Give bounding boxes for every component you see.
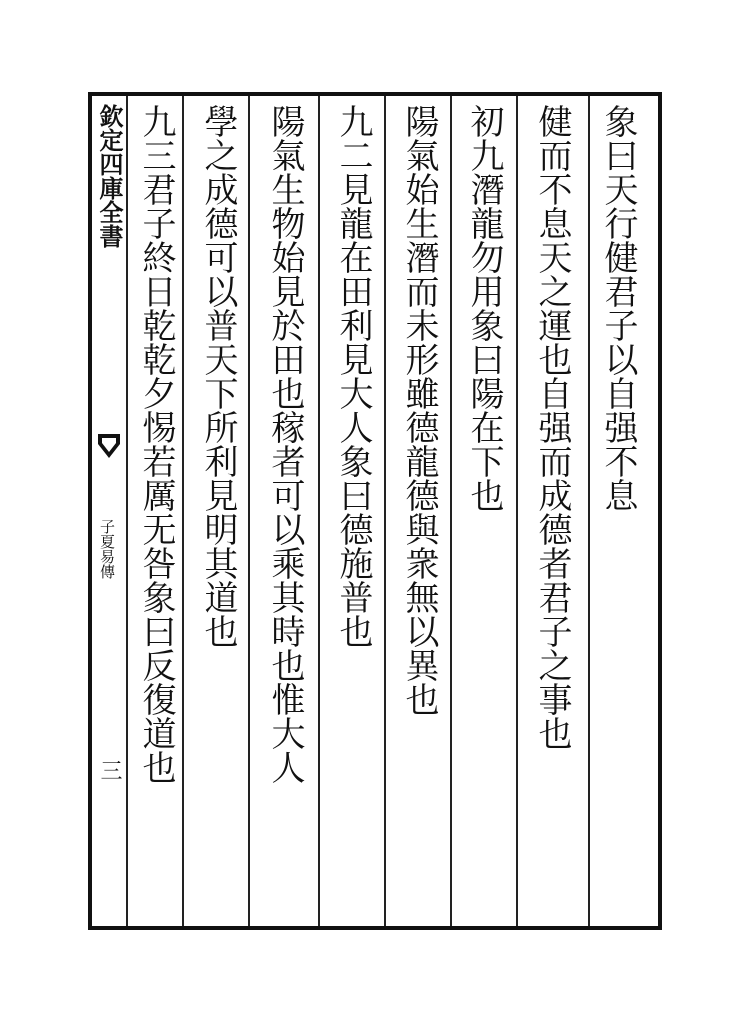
text-column-8: 九三君子終日乾乾夕惕若厲无咎象曰反復道也: [136, 104, 176, 784]
text-column-3: 初九潛龍勿用象曰陽在下也: [464, 104, 504, 512]
column-rule: [126, 96, 128, 926]
fish-tail-mark-icon: [98, 434, 120, 462]
book-title: 欽定四庫全書: [95, 104, 124, 248]
page-number: 三: [97, 759, 122, 781]
column-rule: [182, 96, 184, 926]
column-rule: [248, 96, 250, 926]
margin-column: [96, 104, 122, 920]
column-rule: [516, 96, 518, 926]
text-column-5: 九二見龍在田利見大人象曰德施普也: [333, 104, 373, 648]
text-column-7: 學之成德可以普天下所利見明其道也: [198, 104, 238, 648]
column-rule: [588, 96, 590, 926]
text-column-6: 陽氣生物始見於田也稼者可以乘其時也惟大人: [265, 104, 305, 784]
column-rule: [318, 96, 320, 926]
column-rule: [384, 96, 386, 926]
section-title: 子夏易傳: [98, 519, 116, 579]
text-column-1: 象曰天行健君子以自强不息: [598, 104, 638, 512]
column-rule: [450, 96, 452, 926]
text-column-4: 陽氣始生潛而未形雖德龍德與衆無以異也: [399, 104, 439, 716]
text-column-2: 健而不息天之運也自强而成德者君子之事也: [532, 104, 572, 750]
